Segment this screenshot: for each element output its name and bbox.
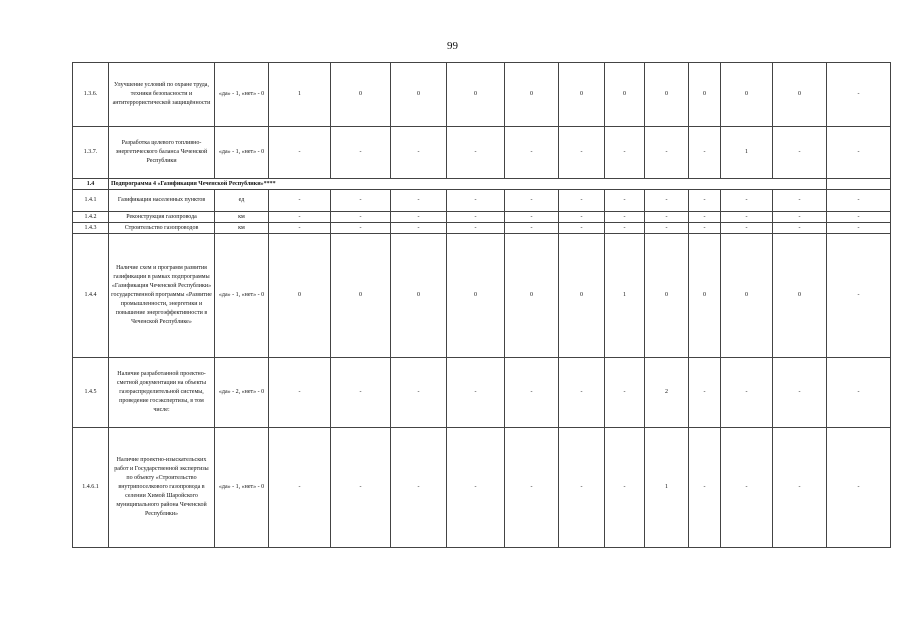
value-cell: -	[391, 127, 447, 179]
value-cell: -	[505, 428, 559, 548]
indicators-table	[72, 62, 891, 548]
value-cell: -	[269, 358, 331, 428]
value-cell: -	[605, 223, 645, 234]
value-cell: -	[447, 428, 505, 548]
section-number: 1.4	[73, 179, 109, 190]
value-cell: -	[559, 212, 605, 223]
value-cell: -	[605, 127, 645, 179]
value-cell: -	[269, 190, 331, 212]
section-row	[73, 179, 891, 190]
value-cell: 0	[269, 234, 331, 358]
indicator-name: Газификация населенных пунктов	[109, 190, 215, 212]
value-cell: -	[689, 127, 721, 179]
value-cell: -	[331, 212, 391, 223]
row-number: 1.4.5	[73, 358, 109, 428]
value-cell: -	[689, 358, 721, 428]
value-cell: 1	[269, 63, 331, 127]
value-cell: -	[559, 223, 605, 234]
value-cell: 0	[645, 63, 689, 127]
value-cell: -	[447, 190, 505, 212]
value-cell: -	[391, 428, 447, 548]
table-row	[73, 428, 891, 548]
value-cell: 0	[689, 234, 721, 358]
value-cell: -	[447, 223, 505, 234]
indicator-name: Строительство газопроводов	[109, 223, 215, 234]
value-cell: -	[605, 358, 645, 428]
value-cell: -	[827, 428, 891, 548]
value-cell: -	[721, 223, 773, 234]
row-number: 1.4.6.1	[73, 428, 109, 548]
value-cell: -	[331, 223, 391, 234]
value-cell: 0	[505, 234, 559, 358]
unit-cell: км	[215, 212, 269, 223]
value-cell: -	[827, 223, 891, 234]
value-cell: 1	[645, 428, 689, 548]
value-cell: -	[773, 223, 827, 234]
row-number: 1.4.2	[73, 212, 109, 223]
value-cell: -	[447, 358, 505, 428]
value-cell: -	[269, 223, 331, 234]
row-number: 1.4.1	[73, 190, 109, 212]
value-cell: -	[505, 127, 559, 179]
value-cell: 0	[645, 234, 689, 358]
page-number: 99	[447, 40, 458, 52]
value-cell: 0	[559, 234, 605, 358]
value-cell: -	[505, 358, 559, 428]
value-cell: -	[559, 428, 605, 548]
table-row	[73, 212, 891, 223]
value-cell: -	[773, 212, 827, 223]
value-cell: -	[645, 223, 689, 234]
value-cell: -	[721, 428, 773, 548]
value-cell: 0	[721, 63, 773, 127]
value-cell: -	[689, 428, 721, 548]
value-cell: 0	[721, 234, 773, 358]
table-row	[73, 63, 891, 127]
unit-cell: «да» - 1, «нет» - 0	[215, 127, 269, 179]
unit-cell: ед	[215, 190, 269, 212]
unit-cell: «да» - 1, «нет» - 0	[215, 428, 269, 548]
value-cell: 0	[391, 234, 447, 358]
value-cell: -	[773, 127, 827, 179]
value-cell: 0	[505, 63, 559, 127]
value-cell: -	[773, 428, 827, 548]
value-cell: 0	[559, 63, 605, 127]
value-cell: 0	[605, 63, 645, 127]
value-cell: -	[827, 190, 891, 212]
value-cell: -	[827, 212, 891, 223]
value-cell: -	[645, 212, 689, 223]
value-cell: -	[689, 223, 721, 234]
value-cell: -	[331, 358, 391, 428]
value-cell: -	[331, 127, 391, 179]
table-row	[73, 234, 891, 358]
value-cell: -	[559, 358, 605, 428]
value-cell: -	[559, 190, 605, 212]
value-cell: -	[391, 190, 447, 212]
table-row	[73, 127, 891, 179]
value-cell: -	[721, 358, 773, 428]
value-cell: 0	[331, 234, 391, 358]
value-cell: 2	[645, 358, 689, 428]
value-cell: -	[505, 212, 559, 223]
indicator-name: Улучшение условий по охране труда, техники безопасности и антитеррористической защищённости	[109, 63, 215, 127]
value-cell: -	[269, 212, 331, 223]
indicator-name: Наличие разработанной проектно-сметной документации на объекты газораспределительной системы, проведение госэкспертизы, в том числе:	[109, 358, 215, 428]
value-cell: -	[331, 428, 391, 548]
value-cell: 0	[689, 63, 721, 127]
row-number: 1.3.7.	[73, 127, 109, 179]
value-cell: -	[269, 428, 331, 548]
table-row	[73, 190, 891, 212]
row-number: 1.4.3	[73, 223, 109, 234]
indicator-name: Наличие схем и программ развития газификации в рамках подпрограммы «Газификация Чеченской Республики» государственной программы «Развитие промышленности, энергетики и повышение энергоэффективности в Чеченской Республике»	[109, 234, 215, 358]
value-cell: 0	[331, 63, 391, 127]
row-number: 1.3.6.	[73, 63, 109, 127]
section-tail-cell	[827, 179, 891, 190]
section-title: Подпрограмма 4 «Газификация Чеченской Республики»****	[109, 179, 827, 190]
value-cell: 1	[605, 234, 645, 358]
value-cell: -	[269, 127, 331, 179]
value-cell: -	[827, 234, 891, 358]
value-cell: -	[605, 428, 645, 548]
value-cell: -	[689, 190, 721, 212]
value-cell: -	[721, 190, 773, 212]
indicator-name: Разработка целевого топливно-энергетического баланса Чеченской Республики	[109, 127, 215, 179]
table-row	[73, 223, 891, 234]
value-cell: 0	[447, 234, 505, 358]
table-body	[73, 63, 891, 548]
unit-cell: «да» - 1, «нет» - 0	[215, 63, 269, 127]
value-cell: -	[827, 63, 891, 127]
value-cell: -	[827, 127, 891, 179]
value-cell: -	[559, 127, 605, 179]
value-cell: 0	[773, 63, 827, 127]
value-cell: -	[721, 212, 773, 223]
table-row	[73, 358, 891, 428]
value-cell: -	[505, 190, 559, 212]
unit-cell: «да» - 2, «нет» - 0	[215, 358, 269, 428]
value-cell: -	[447, 212, 505, 223]
unit-cell: «да» - 1, «нет» - 0	[215, 234, 269, 358]
value-cell: -	[505, 223, 559, 234]
value-cell: -	[391, 223, 447, 234]
value-cell: -	[331, 190, 391, 212]
value-cell: -	[645, 127, 689, 179]
row-number: 1.4.4	[73, 234, 109, 358]
value-cell: -	[391, 358, 447, 428]
value-cell: -	[605, 212, 645, 223]
value-cell: -	[645, 190, 689, 212]
value-cell: 0	[773, 234, 827, 358]
value-cell: -	[605, 190, 645, 212]
indicator-name: Реконструкция газопровода	[109, 212, 215, 223]
value-cell: -	[447, 127, 505, 179]
indicator-name: Наличие проектно-изыскательских работ и Государственной экспертизы по объекту «Строительство внутрипоселкового газопровода в селении Химой Шаройского муниципального района Чеченской Республики»	[109, 428, 215, 548]
value-cell: 0	[447, 63, 505, 127]
value-cell: -	[773, 190, 827, 212]
value-cell: -	[827, 358, 891, 428]
value-cell: 1	[721, 127, 773, 179]
unit-cell: км	[215, 223, 269, 234]
value-cell: -	[689, 212, 721, 223]
value-cell: 0	[391, 63, 447, 127]
value-cell: -	[773, 358, 827, 428]
value-cell: -	[391, 212, 447, 223]
